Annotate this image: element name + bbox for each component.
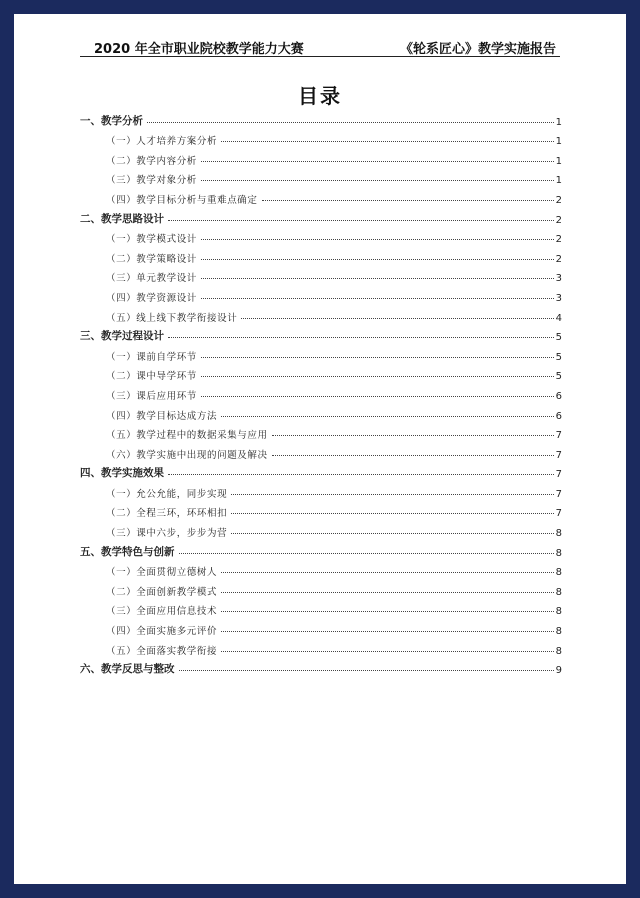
- toc-subsection-entry[interactable]: [80, 265, 562, 285]
- toc-leader-dots: [201, 259, 554, 260]
- toc-leader-dots: [272, 455, 554, 456]
- header-competition-title: 2020 年全市职业院校教学能力大赛: [94, 42, 304, 57]
- toc-section-entry[interactable]: [80, 108, 562, 128]
- toc-leader-dots: [221, 572, 554, 573]
- toc-subsection-entry[interactable]: [80, 617, 562, 637]
- header-report-title: 《轮系匠心》教学实施报告: [399, 42, 556, 57]
- toc-page-number: 8: [555, 586, 562, 598]
- toc-page-number: 3: [555, 292, 562, 304]
- toc-section-entry[interactable]: [80, 539, 562, 559]
- toc-page-number: 5: [555, 332, 562, 344]
- toc-page-number: 2: [555, 194, 562, 206]
- toc-leader-dots: [221, 141, 554, 142]
- toc-subsection-entry[interactable]: [80, 382, 562, 402]
- toc-page-number: 7: [555, 508, 562, 520]
- toc-leader-dots: [231, 533, 553, 534]
- table-of-contents: [80, 108, 562, 676]
- toc-subsection-entry[interactable]: [80, 480, 562, 500]
- toc-entry-label: （一）全面贯彻立德树人: [106, 567, 218, 579]
- toc-entry-label: （五）线上线下教学衔接设计: [106, 312, 238, 324]
- toc-leader-dots: [168, 220, 554, 221]
- toc-page-number: 7: [555, 430, 562, 442]
- toc-entry-label: （二）全程三环，环环相扣: [106, 508, 228, 520]
- toc-page-number: 7: [555, 449, 562, 461]
- toc-entry-label: （一）课前自学环节: [106, 351, 197, 363]
- toc-page-number: 6: [555, 390, 562, 402]
- toc-leader-dots: [231, 494, 553, 495]
- toc-entry-label: 二、教学思路设计: [80, 212, 164, 225]
- toc-entry-label: （二）全面创新教学模式: [106, 586, 218, 598]
- toc-entry-label: （三）教学对象分析: [106, 175, 197, 187]
- toc-section-entry[interactable]: [80, 461, 562, 481]
- toc-subsection-entry[interactable]: [80, 147, 562, 167]
- toc-leader-dots: [221, 611, 554, 612]
- toc-subsection-entry[interactable]: [80, 441, 562, 461]
- toc-subsection-entry[interactable]: [80, 598, 562, 618]
- toc-leader-dots: [272, 435, 554, 436]
- toc-page-number: 1: [555, 136, 562, 148]
- toc-page-number: 7: [555, 469, 562, 481]
- toc-page-number: 8: [555, 645, 562, 657]
- toc-leader-dots: [221, 592, 554, 593]
- toc-subsection-entry[interactable]: [80, 128, 562, 148]
- toc-subsection-entry[interactable]: [80, 578, 562, 598]
- toc-section-entry[interactable]: [80, 206, 562, 226]
- toc-leader-dots: [201, 376, 554, 377]
- toc-leader-dots: [201, 180, 554, 181]
- toc-leader-dots: [221, 631, 554, 632]
- toc-entry-label: 四、教学实施效果: [80, 467, 164, 480]
- toc-page-number: 8: [555, 606, 562, 618]
- toc-page-number: 9: [555, 665, 562, 677]
- toc-entry-label: （三）全面应用信息技术: [106, 606, 218, 618]
- toc-page-number: 5: [555, 371, 562, 383]
- toc-entry-label: （三）课中六步，步步为营: [106, 528, 228, 540]
- toc-subsection-entry[interactable]: [80, 245, 562, 265]
- toc-leader-dots: [221, 416, 554, 417]
- toc-page-number: 2: [555, 214, 562, 226]
- toc-leader-dots: [201, 161, 554, 162]
- toc-entry-label: （三）单元教学设计: [106, 273, 197, 285]
- toc-leader-dots: [241, 318, 553, 319]
- toc-leader-dots: [201, 357, 554, 358]
- toc-subsection-entry[interactable]: [80, 304, 562, 324]
- toc-page-number: 8: [555, 547, 562, 559]
- toc-subsection-entry[interactable]: [80, 519, 562, 539]
- toc-leader-dots: [179, 553, 554, 554]
- toc-entry-label: （五）教学过程中的数据采集与应用: [106, 430, 268, 442]
- toc-page-number: 8: [555, 528, 562, 540]
- toc-subsection-entry[interactable]: [80, 363, 562, 383]
- toc-entry-label: （一）允公允能，同步实现: [106, 488, 228, 500]
- toc-entry-label: （五）全面落实教学衔接: [106, 645, 218, 657]
- toc-leader-dots: [168, 337, 554, 338]
- toc-page-number: 2: [555, 253, 562, 265]
- toc-subsection-entry[interactable]: [80, 402, 562, 422]
- toc-heading: 目录: [298, 84, 342, 108]
- toc-subsection-entry[interactable]: [80, 637, 562, 657]
- toc-page-number: 8: [555, 567, 562, 579]
- toc-section-entry[interactable]: [80, 657, 562, 677]
- toc-entry-label: （二）教学内容分析: [106, 155, 197, 167]
- toc-page-number: 1: [555, 175, 562, 187]
- toc-entry-label: （四）全面实施多元评价: [106, 626, 218, 638]
- toc-page-number: 7: [555, 488, 562, 500]
- toc-page-number: 5: [555, 351, 562, 363]
- toc-entry-label: （一）教学模式设计: [106, 234, 197, 246]
- toc-subsection-entry[interactable]: [80, 500, 562, 520]
- toc-leader-dots: [179, 670, 554, 671]
- toc-entry-label: 五、教学特色与创新: [80, 545, 175, 558]
- toc-subsection-entry[interactable]: [80, 559, 562, 579]
- toc-leader-dots: [168, 474, 554, 475]
- page-header: [80, 32, 560, 57]
- toc-page-number: 8: [555, 626, 562, 638]
- toc-leader-dots: [201, 278, 554, 279]
- toc-subsection-entry[interactable]: [80, 226, 562, 246]
- toc-page-number: 6: [555, 410, 562, 422]
- toc-entry-label: （二）教学策略设计: [106, 253, 197, 265]
- toc-entry-label: 一、教学分析: [80, 114, 143, 127]
- toc-leader-dots: [262, 200, 554, 201]
- toc-leader-dots: [201, 298, 554, 299]
- toc-entry-label: 三、教学过程设计: [80, 330, 164, 343]
- toc-subsection-entry[interactable]: [80, 284, 562, 304]
- toc-page-number: 4: [555, 312, 562, 324]
- toc-entry-label: （四）教学目标达成方法: [106, 410, 218, 422]
- toc-entry-label: （一）人才培养方案分析: [106, 136, 218, 148]
- document-page: [14, 14, 626, 884]
- toc-subsection-entry[interactable]: [80, 167, 562, 187]
- toc-leader-dots: [221, 651, 554, 652]
- toc-section-entry[interactable]: [80, 324, 562, 344]
- toc-entry-label: 六、教学反思与整改: [80, 663, 175, 676]
- toc-entry-label: （二）课中导学环节: [106, 371, 197, 383]
- toc-leader-dots: [147, 122, 554, 123]
- toc-leader-dots: [201, 396, 554, 397]
- toc-page-number: 1: [555, 155, 562, 167]
- toc-page-number: 2: [555, 234, 562, 246]
- toc-leader-dots: [231, 513, 553, 514]
- toc-entry-label: （三）课后应用环节: [106, 390, 197, 402]
- toc-page-number: 1: [555, 116, 562, 128]
- toc-entry-label: （四）教学资源设计: [106, 292, 197, 304]
- toc-subsection-entry[interactable]: [80, 422, 562, 442]
- toc-subsection-entry[interactable]: [80, 186, 562, 206]
- toc-subsection-entry[interactable]: [80, 343, 562, 363]
- toc-entry-label: （四）教学目标分析与重难点确定: [106, 194, 258, 206]
- toc-page-number: 3: [555, 273, 562, 285]
- toc-entry-label: （六）教学实施中出现的问题及解决: [106, 449, 268, 461]
- toc-leader-dots: [201, 239, 554, 240]
